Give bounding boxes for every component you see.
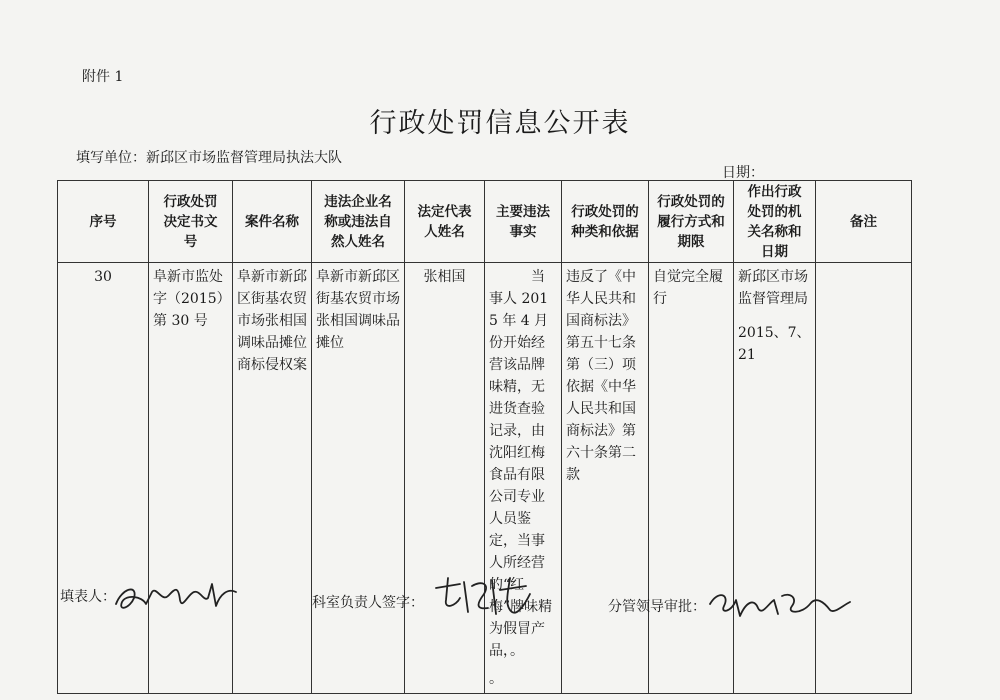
- facts-text: 当事人 2015 年 4 月份开始经营该品牌味精，无进货查验记录，由沈阳红梅食品有限公司专业人员鉴定，当事人所经营的“红梅”牌味精为假冒产品，。: [489, 269, 553, 659]
- header-row: [58, 181, 912, 263]
- col-authority: 作出行政处罚的机关名称和日期: [734, 181, 816, 263]
- cell-penalty: 违反了《中华人民共和国商标法》第五十七条第（三）项依据《中华人民共和国商标法》第六十条第二款: [562, 263, 649, 694]
- col-case-name: 案件名称: [233, 181, 312, 263]
- col-seq: 序号: [58, 181, 149, 263]
- col-performance: 行政处罚的履行方式和期限: [649, 181, 734, 263]
- cell-case-name: 阜新市新邱区街基农贸市场张相国调味品摊位商标侵权案: [233, 263, 312, 694]
- leader-signature: [706, 580, 856, 624]
- col-party: 违法企业名称或违法自然人姓名: [312, 181, 405, 263]
- cell-decision-no: 阜新市监处字（2015）第 30 号: [149, 263, 233, 694]
- section-head-label: 科室负责人签字：: [312, 595, 424, 611]
- authority-date: 2015、7、21: [738, 325, 811, 363]
- col-remark: 备注: [816, 181, 912, 263]
- cell-party: 阜新市新邱区街基农贸市场张相国调味品摊位: [312, 263, 405, 694]
- col-facts: 主要违法事实: [485, 181, 562, 263]
- col-penalty: 行政处罚的种类和依据: [562, 181, 649, 263]
- date-label: 日期：: [722, 165, 764, 181]
- fill-unit: 填写单位：新邱区市场监督管理局执法大队: [76, 150, 342, 166]
- cell-seq: 30: [58, 263, 149, 694]
- filler-label: 填表人：: [60, 589, 116, 605]
- filler-signature: [108, 574, 248, 618]
- authority-name: 新邱区市场监督管理局: [738, 269, 808, 307]
- signature-area: [0, 570, 1000, 630]
- document-title: 行政处罚信息公开表: [369, 108, 631, 139]
- leader-label: 分管领导审批：: [608, 599, 706, 615]
- cell-performance: 自觉完全履行: [649, 263, 734, 694]
- facts-tail: 。: [489, 671, 503, 687]
- section-head-signature: [430, 572, 540, 622]
- attachment-label: 附件 1: [82, 69, 124, 85]
- cell-rep: 张相国: [405, 263, 485, 694]
- col-rep: 法定代表人姓名: [405, 181, 485, 263]
- col-decision-no: 行政处罚决定书文号: [149, 181, 233, 263]
